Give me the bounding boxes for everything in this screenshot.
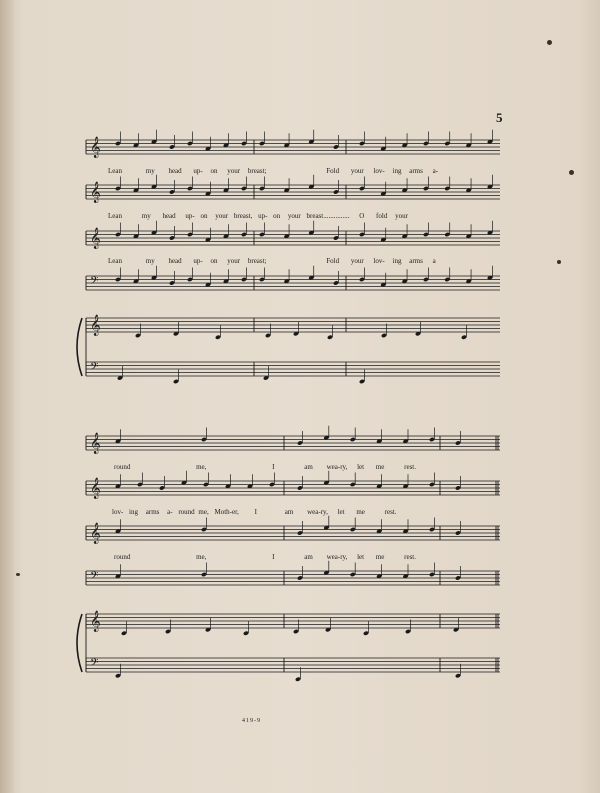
syll: on	[210, 257, 218, 265]
syll: let	[357, 463, 365, 471]
syll: head	[168, 257, 182, 265]
syll: on	[200, 212, 208, 220]
syll: -	[337, 553, 341, 561]
syll: rest.	[404, 553, 416, 561]
syll: am	[284, 508, 294, 516]
treble-clef-icon: 𝄞	[90, 182, 101, 203]
syll: me	[356, 508, 365, 516]
ink-spot	[547, 40, 552, 45]
syll: me	[375, 553, 385, 561]
s1-v3-lyric	[108, 257, 436, 265]
syll: my	[141, 212, 151, 220]
syll: Lean	[108, 167, 122, 175]
syll: your	[350, 257, 364, 265]
syll: wea	[326, 463, 338, 471]
syll: fold	[376, 212, 388, 220]
syll: Lean	[108, 257, 122, 265]
syll: me,	[198, 508, 209, 516]
syll: round	[178, 508, 195, 516]
treble-clef-icon: 𝄞	[90, 523, 101, 544]
bass-clef-icon: 𝄢	[90, 657, 99, 672]
syll: your	[227, 167, 241, 175]
syll: Fold	[326, 167, 340, 175]
syll: head	[168, 167, 182, 175]
syll: round	[114, 553, 131, 561]
syll: a	[432, 167, 436, 175]
syll: -	[318, 508, 321, 516]
syll: wea	[326, 553, 338, 561]
syll: my	[145, 167, 155, 175]
syll: me,	[196, 553, 207, 561]
syll: am	[304, 463, 313, 471]
syll: ry,	[320, 508, 328, 516]
syll: round	[114, 463, 131, 471]
syll: -	[382, 167, 385, 175]
syll: your	[350, 167, 364, 175]
syll: -	[382, 257, 385, 265]
syll: lov	[373, 257, 383, 265]
syll: -	[435, 167, 439, 175]
syll: up	[185, 212, 193, 220]
syll: ing	[392, 167, 402, 175]
bass-clef-icon: 𝄢	[90, 570, 99, 585]
syll: head	[162, 212, 176, 220]
syll: up	[193, 167, 201, 175]
syll: breast;	[247, 167, 267, 175]
syll: -	[265, 212, 268, 220]
s2-v3-lyric	[114, 553, 416, 561]
treble-clef-icon: 𝄞	[90, 433, 101, 454]
syll: -	[200, 167, 203, 175]
syll: let	[337, 508, 345, 516]
syll: ry,	[340, 463, 348, 471]
syll: -	[192, 212, 195, 220]
syll: breast;	[247, 257, 267, 265]
ink-spot	[557, 260, 561, 264]
syll: my	[145, 257, 155, 265]
syll: on	[273, 212, 281, 220]
page-number: 5	[496, 110, 503, 125]
syll: er,	[231, 508, 239, 516]
bass-clef-icon: 𝄢	[90, 275, 99, 290]
s2-v2-lyric	[112, 508, 397, 516]
syll: up	[193, 257, 201, 265]
syll: your	[227, 257, 241, 265]
brace-icon	[77, 318, 82, 376]
syll: lov	[112, 508, 121, 516]
syll: arms	[409, 167, 423, 175]
syll: ry,	[340, 553, 348, 561]
syll: a	[167, 508, 171, 516]
syll: wea	[307, 508, 319, 516]
syll: I	[272, 463, 275, 471]
syll: me,	[196, 463, 207, 471]
syll: Lean	[108, 212, 122, 220]
plate-number: 419-9	[242, 718, 261, 724]
syll: -	[200, 257, 203, 265]
s1-v2-lyric	[108, 212, 408, 220]
syll: your	[215, 212, 229, 220]
s1-v1-lyric	[108, 167, 438, 175]
treble-clef-icon: 𝄞	[90, 611, 101, 632]
syll: lov	[373, 167, 383, 175]
syll: breast...............	[306, 212, 350, 220]
syll: up	[258, 212, 266, 220]
treble-clef-icon: 𝄞	[90, 315, 101, 336]
syll: I	[272, 553, 275, 561]
ink-spot	[569, 170, 574, 175]
syll: your	[395, 212, 408, 220]
syll: -	[120, 508, 124, 516]
treble-clef-icon: 𝄞	[90, 228, 101, 249]
syll: arms	[145, 508, 160, 516]
syll: arms	[409, 257, 423, 265]
s2-v1-lyric	[114, 463, 416, 471]
syll: -	[170, 508, 173, 516]
syll: rest.	[384, 508, 397, 516]
syll: ing	[129, 508, 138, 516]
bass-clef-icon: 𝄢	[90, 361, 99, 376]
syll: rest.	[404, 463, 416, 471]
syll: -	[229, 508, 232, 516]
syll: ing	[392, 257, 402, 265]
ink-spot	[16, 573, 20, 576]
syll: let	[357, 553, 365, 561]
syll: am	[304, 553, 313, 561]
syll: breast,	[233, 212, 253, 220]
syll: on	[210, 167, 218, 175]
syll: your	[287, 212, 301, 220]
syll: a	[432, 257, 436, 265]
brace-icon	[77, 614, 82, 672]
treble-clef-icon: 𝄞	[90, 137, 101, 158]
syll: I	[254, 508, 257, 516]
syll: -	[337, 463, 341, 471]
syll: O	[359, 212, 365, 220]
syll: Moth	[214, 508, 230, 516]
treble-clef-icon: 𝄞	[90, 478, 101, 499]
syll: Fold	[326, 257, 340, 265]
syll: me	[375, 463, 385, 471]
